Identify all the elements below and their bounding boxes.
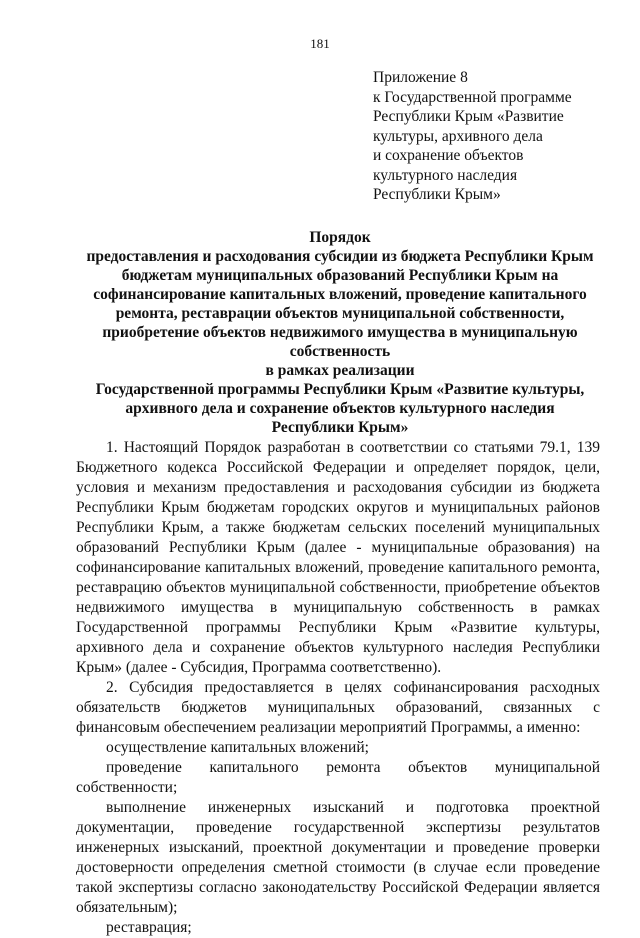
title-line: Государственной программы Республики Крым «Развитие культуры,: [95, 381, 585, 398]
title-line: софинансирование капитальных вложений, проведение капитального: [93, 286, 587, 303]
appendix-line: культурного наследия: [373, 166, 518, 184]
title-line: ремонта, реставрации объектов муниципальной собственности,: [115, 305, 565, 322]
title-line: архивного дела и сохранение объектов культурного наследия: [125, 400, 555, 417]
title-line: Республики Крым»: [271, 419, 409, 436]
title-line: предоставления и расходования субсидии из бюджета Республики Крым: [86, 248, 594, 265]
appendix-line: Приложение 8: [373, 69, 468, 86]
title-line: Порядок: [309, 229, 371, 246]
paragraph: выполнение инженерных изысканий и подготовка проектной документации, проведение государственной экспертизы результатов инженерных изысканий, проектной документации и проведение проверки достоверности определения сметной стоимости (в случае если проведение такой экспертизы согласно законодательству Российской Федерации является обязательным);: [76, 799, 600, 916]
title-line: приобретение объектов недвижимого имущества в муниципальную: [102, 324, 578, 341]
document-title: [60, 228, 620, 437]
title-line: бюджетам муниципальных образований Республики Крым на: [121, 267, 559, 284]
appendix-line: культуры, архивного дела: [373, 127, 543, 145]
appendix-line: Республики Крым «Развитие: [373, 108, 564, 125]
appendix-line: и сохранение объектов: [373, 147, 524, 164]
paragraph: 2. Субсидия предоставляется в целях софинансирования расходных обязательств бюджетов муниципальных образований, связанных с финансовым обеспечением реализации мероприятий Программы, а именно:: [76, 679, 600, 736]
appendix-line: Республики Крым»: [373, 186, 501, 203]
paragraph: осуществление капитальных вложений;: [106, 739, 369, 756]
title-line: собственность: [289, 343, 391, 360]
appendix-line: к Государственной программе: [373, 88, 572, 106]
paragraph: 1. Настоящий Порядок разработан в соответствии со статьями 79.1, 139 Бюджетного кодекса Российской Федерации и определяет порядок, цели, условия и механизм предоставления и расходования субсидии из бюджета Республики Крым бюджетам городских округов и муниципальных районов Республики Крым, а также бюджетам сельских поселений муниципальных образований Республики Крым (далее - муниципальные образования) на софинансирование капитальных вложений, проведение капитального ремонта, реставрацию объектов муниципальной собственности, приобретение объектов недвижимого имущества в муниципальную собственность в рамках Государственной программы Республики Крым «Развитие культуры, архивного дела и сохранение объектов культурного наследия Республики Крым» (далее - Субсидия, Программа соответственно).: [76, 439, 600, 676]
paragraph: реставрация;: [106, 919, 192, 936]
page-number: 181: [310, 36, 330, 51]
title-line: в рамках реализации: [265, 362, 415, 379]
appendix-header: [373, 68, 572, 205]
paragraph: проведение капитального ремонта объектов муниципальной собственности;: [76, 759, 600, 796]
document-body: [76, 438, 600, 938]
